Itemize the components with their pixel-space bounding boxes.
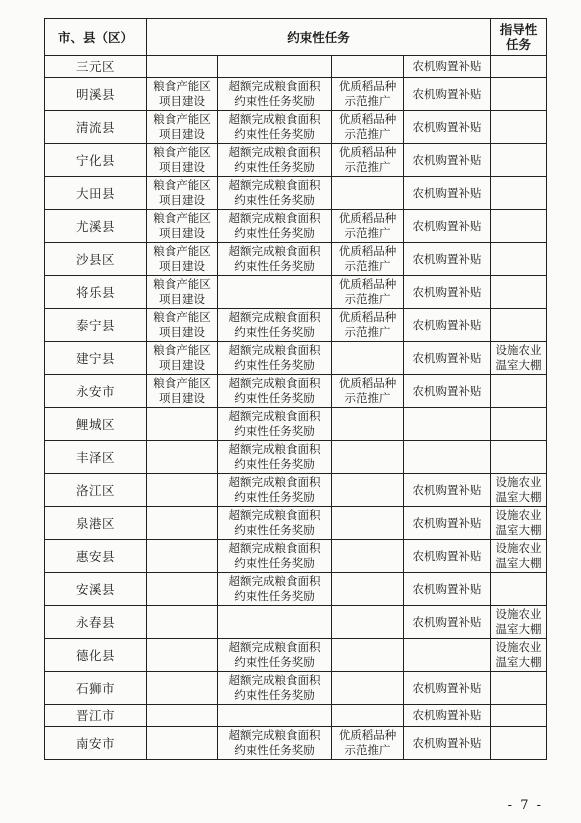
table-row bbox=[45, 309, 547, 342]
cell-machinery-subsidy: 农机购置补贴 bbox=[404, 276, 491, 309]
cell-greenhouse bbox=[491, 309, 547, 342]
page-number: - 7 - bbox=[507, 798, 543, 813]
cell-rice-variety bbox=[332, 573, 404, 606]
cell-greenhouse bbox=[491, 705, 547, 727]
cell-grain-capacity bbox=[147, 573, 218, 606]
cell-greenhouse bbox=[491, 573, 547, 606]
cell-grain-capacity bbox=[147, 727, 218, 760]
county-cell: 德化县 bbox=[45, 639, 147, 672]
cell-machinery-subsidy: 农机购置补贴 bbox=[404, 177, 491, 210]
county-cell: 石狮市 bbox=[45, 672, 147, 705]
cell-rice-variety bbox=[332, 639, 404, 672]
cell-grain-capacity: 粮食产能区 项目建设 bbox=[147, 177, 218, 210]
cell-grain-capacity bbox=[147, 507, 218, 540]
cell-grain-capacity bbox=[147, 606, 218, 639]
cell-rice-variety: 优质稻品种 示范推广 bbox=[332, 375, 404, 408]
cell-machinery-subsidy: 农机购置补贴 bbox=[404, 144, 491, 177]
cell-grain-capacity: 粮食产能区 项目建设 bbox=[147, 309, 218, 342]
county-cell: 晋江市 bbox=[45, 705, 147, 727]
table-header-row bbox=[45, 19, 547, 56]
cell-rice-variety: 优质稻品种 示范推广 bbox=[332, 78, 404, 111]
cell-rice-variety bbox=[332, 408, 404, 441]
cell-grain-area-reward: 超额完成粮食面积 约束性任务奖励 bbox=[218, 375, 332, 408]
cell-grain-area-reward: 超额完成粮食面积 约束性任务奖励 bbox=[218, 540, 332, 573]
cell-greenhouse: 设施农业 温室大棚 bbox=[491, 507, 547, 540]
table-row bbox=[45, 342, 547, 375]
cell-grain-area-reward: 超额完成粮食面积 约束性任务奖励 bbox=[218, 309, 332, 342]
cell-grain-area-reward: 超额完成粮食面积 约束性任务奖励 bbox=[218, 441, 332, 474]
table-row bbox=[45, 56, 547, 78]
cell-greenhouse: 设施农业 温室大棚 bbox=[491, 639, 547, 672]
cell-greenhouse bbox=[491, 111, 547, 144]
cell-grain-area-reward: 超额完成粮食面积 约束性任务奖励 bbox=[218, 78, 332, 111]
table-row bbox=[45, 573, 547, 606]
header-region: 市、县（区） bbox=[45, 19, 147, 56]
cell-greenhouse: 设施农业 温室大棚 bbox=[491, 342, 547, 375]
county-cell: 惠安县 bbox=[45, 540, 147, 573]
cell-machinery-subsidy: 农机购置补贴 bbox=[404, 507, 491, 540]
county-cell: 丰泽区 bbox=[45, 441, 147, 474]
cell-grain-area-reward bbox=[218, 56, 332, 78]
county-cell: 永春县 bbox=[45, 606, 147, 639]
county-cell: 三元区 bbox=[45, 56, 147, 78]
table-row bbox=[45, 375, 547, 408]
table-row bbox=[45, 705, 547, 727]
cell-rice-variety bbox=[332, 540, 404, 573]
cell-rice-variety: 优质稻品种 示范推广 bbox=[332, 111, 404, 144]
cell-machinery-subsidy: 农机购置补贴 bbox=[404, 210, 491, 243]
cell-rice-variety bbox=[332, 606, 404, 639]
county-cell: 清流县 bbox=[45, 111, 147, 144]
cell-grain-capacity bbox=[147, 441, 218, 474]
cell-grain-capacity bbox=[147, 474, 218, 507]
cell-grain-area-reward: 超额完成粮食面积 约束性任务奖励 bbox=[218, 573, 332, 606]
cell-rice-variety bbox=[332, 342, 404, 375]
county-cell: 洛江区 bbox=[45, 474, 147, 507]
cell-rice-variety: 优质稻品种 示范推广 bbox=[332, 210, 404, 243]
header-binding-tasks: 约束性任务 bbox=[147, 19, 491, 56]
cell-machinery-subsidy: 农机购置补贴 bbox=[404, 705, 491, 727]
cell-rice-variety: 优质稻品种 示范推广 bbox=[332, 727, 404, 760]
cell-grain-area-reward: 超额完成粮食面积 约束性任务奖励 bbox=[218, 210, 332, 243]
cell-grain-capacity: 粮食产能区 项目建设 bbox=[147, 78, 218, 111]
cell-machinery-subsidy: 农机购置补贴 bbox=[404, 573, 491, 606]
cell-grain-capacity bbox=[147, 639, 218, 672]
county-cell: 鲤城区 bbox=[45, 408, 147, 441]
county-cell: 泉港区 bbox=[45, 507, 147, 540]
cell-grain-area-reward: 超额完成粮食面积 约束性任务奖励 bbox=[218, 342, 332, 375]
cell-greenhouse bbox=[491, 78, 547, 111]
cell-greenhouse bbox=[491, 375, 547, 408]
cell-rice-variety: 优质稻品种 示范推广 bbox=[332, 243, 404, 276]
cell-rice-variety bbox=[332, 507, 404, 540]
table-row bbox=[45, 276, 547, 309]
table-row bbox=[45, 243, 547, 276]
cell-grain-area-reward: 超额完成粮食面积 约束性任务奖励 bbox=[218, 507, 332, 540]
cell-machinery-subsidy bbox=[404, 639, 491, 672]
cell-grain-capacity bbox=[147, 705, 218, 727]
cell-greenhouse bbox=[491, 276, 547, 309]
cell-grain-capacity bbox=[147, 56, 218, 78]
table-row bbox=[45, 606, 547, 639]
cell-machinery-subsidy: 农机购置补贴 bbox=[404, 606, 491, 639]
cell-greenhouse bbox=[491, 408, 547, 441]
county-cell: 建宁县 bbox=[45, 342, 147, 375]
cell-greenhouse bbox=[491, 210, 547, 243]
county-cell: 沙县区 bbox=[45, 243, 147, 276]
cell-grain-capacity: 粮食产能区 项目建设 bbox=[147, 111, 218, 144]
cell-machinery-subsidy: 农机购置补贴 bbox=[404, 375, 491, 408]
cell-grain-area-reward: 超额完成粮食面积 约束性任务奖励 bbox=[218, 408, 332, 441]
cell-greenhouse bbox=[491, 144, 547, 177]
cell-greenhouse bbox=[491, 177, 547, 210]
table-row bbox=[45, 441, 547, 474]
cell-grain-area-reward: 超额完成粮食面积 约束性任务奖励 bbox=[218, 474, 332, 507]
county-cell: 明溪县 bbox=[45, 78, 147, 111]
cell-grain-capacity: 粮食产能区 项目建设 bbox=[147, 342, 218, 375]
cell-grain-capacity bbox=[147, 408, 218, 441]
table-row bbox=[45, 474, 547, 507]
cell-machinery-subsidy: 农机购置补贴 bbox=[404, 672, 491, 705]
cell-grain-capacity bbox=[147, 540, 218, 573]
table-row bbox=[45, 177, 547, 210]
cell-grain-capacity: 粮食产能区 项目建设 bbox=[147, 144, 218, 177]
cell-machinery-subsidy bbox=[404, 408, 491, 441]
cell-greenhouse: 设施农业 温室大棚 bbox=[491, 540, 547, 573]
cell-greenhouse: 设施农业 温室大棚 bbox=[491, 474, 547, 507]
cell-machinery-subsidy bbox=[404, 441, 491, 474]
cell-machinery-subsidy: 农机购置补贴 bbox=[404, 727, 491, 760]
cell-machinery-subsidy: 农机购置补贴 bbox=[404, 56, 491, 78]
cell-rice-variety: 优质稻品种 示范推广 bbox=[332, 309, 404, 342]
cell-machinery-subsidy: 农机购置补贴 bbox=[404, 309, 491, 342]
table-row bbox=[45, 540, 547, 573]
county-cell: 南安市 bbox=[45, 727, 147, 760]
cell-rice-variety: 优质稻品种 示范推广 bbox=[332, 276, 404, 309]
cell-grain-area-reward bbox=[218, 606, 332, 639]
cell-grain-area-reward: 超额完成粮食面积 约束性任务奖励 bbox=[218, 144, 332, 177]
county-cell: 永安市 bbox=[45, 375, 147, 408]
cell-greenhouse bbox=[491, 243, 547, 276]
county-cell: 泰宁县 bbox=[45, 309, 147, 342]
cell-machinery-subsidy: 农机购置补贴 bbox=[404, 540, 491, 573]
cell-machinery-subsidy: 农机购置补贴 bbox=[404, 111, 491, 144]
cell-rice-variety bbox=[332, 56, 404, 78]
cell-grain-area-reward: 超额完成粮食面积 约束性任务奖励 bbox=[218, 243, 332, 276]
cell-rice-variety bbox=[332, 705, 404, 727]
table-row bbox=[45, 144, 547, 177]
cell-machinery-subsidy: 农机购置补贴 bbox=[404, 474, 491, 507]
cell-rice-variety bbox=[332, 672, 404, 705]
cell-rice-variety bbox=[332, 177, 404, 210]
cell-grain-capacity: 粮食产能区 项目建设 bbox=[147, 375, 218, 408]
cell-grain-capacity: 粮食产能区 项目建设 bbox=[147, 210, 218, 243]
cell-grain-area-reward: 超额完成粮食面积 约束性任务奖励 bbox=[218, 639, 332, 672]
cell-grain-area-reward: 超额完成粮食面积 约束性任务奖励 bbox=[218, 177, 332, 210]
table-row bbox=[45, 111, 547, 144]
cell-machinery-subsidy: 农机购置补贴 bbox=[404, 243, 491, 276]
cell-grain-capacity bbox=[147, 672, 218, 705]
county-cell: 安溪县 bbox=[45, 573, 147, 606]
table-row bbox=[45, 672, 547, 705]
cell-greenhouse bbox=[491, 727, 547, 760]
cell-machinery-subsidy: 农机购置补贴 bbox=[404, 78, 491, 111]
county-cell: 尤溪县 bbox=[45, 210, 147, 243]
cell-rice-variety bbox=[332, 441, 404, 474]
county-cell: 大田县 bbox=[45, 177, 147, 210]
cell-grain-capacity: 粮食产能区 项目建设 bbox=[147, 276, 218, 309]
task-table bbox=[44, 18, 547, 760]
cell-grain-area-reward bbox=[218, 276, 332, 309]
cell-grain-area-reward: 超额完成粮食面积 约束性任务奖励 bbox=[218, 111, 332, 144]
table-row bbox=[45, 639, 547, 672]
table-row bbox=[45, 408, 547, 441]
cell-grain-area-reward: 超额完成粮食面积 约束性任务奖励 bbox=[218, 672, 332, 705]
county-cell: 将乐县 bbox=[45, 276, 147, 309]
cell-greenhouse: 设施农业 温室大棚 bbox=[491, 606, 547, 639]
table-row bbox=[45, 78, 547, 111]
cell-grain-area-reward bbox=[218, 705, 332, 727]
header-guidance-tasks: 指导性 任务 bbox=[491, 19, 547, 56]
table-row bbox=[45, 727, 547, 760]
county-cell: 宁化县 bbox=[45, 144, 147, 177]
table-row bbox=[45, 507, 547, 540]
cell-grain-area-reward: 超额完成粮食面积 约束性任务奖励 bbox=[218, 727, 332, 760]
cell-rice-variety bbox=[332, 474, 404, 507]
cell-machinery-subsidy: 农机购置补贴 bbox=[404, 342, 491, 375]
cell-grain-capacity: 粮食产能区 项目建设 bbox=[147, 243, 218, 276]
table-row bbox=[45, 210, 547, 243]
cell-rice-variety: 优质稻品种 示范推广 bbox=[332, 144, 404, 177]
cell-greenhouse bbox=[491, 56, 547, 78]
cell-greenhouse bbox=[491, 672, 547, 705]
cell-greenhouse bbox=[491, 441, 547, 474]
